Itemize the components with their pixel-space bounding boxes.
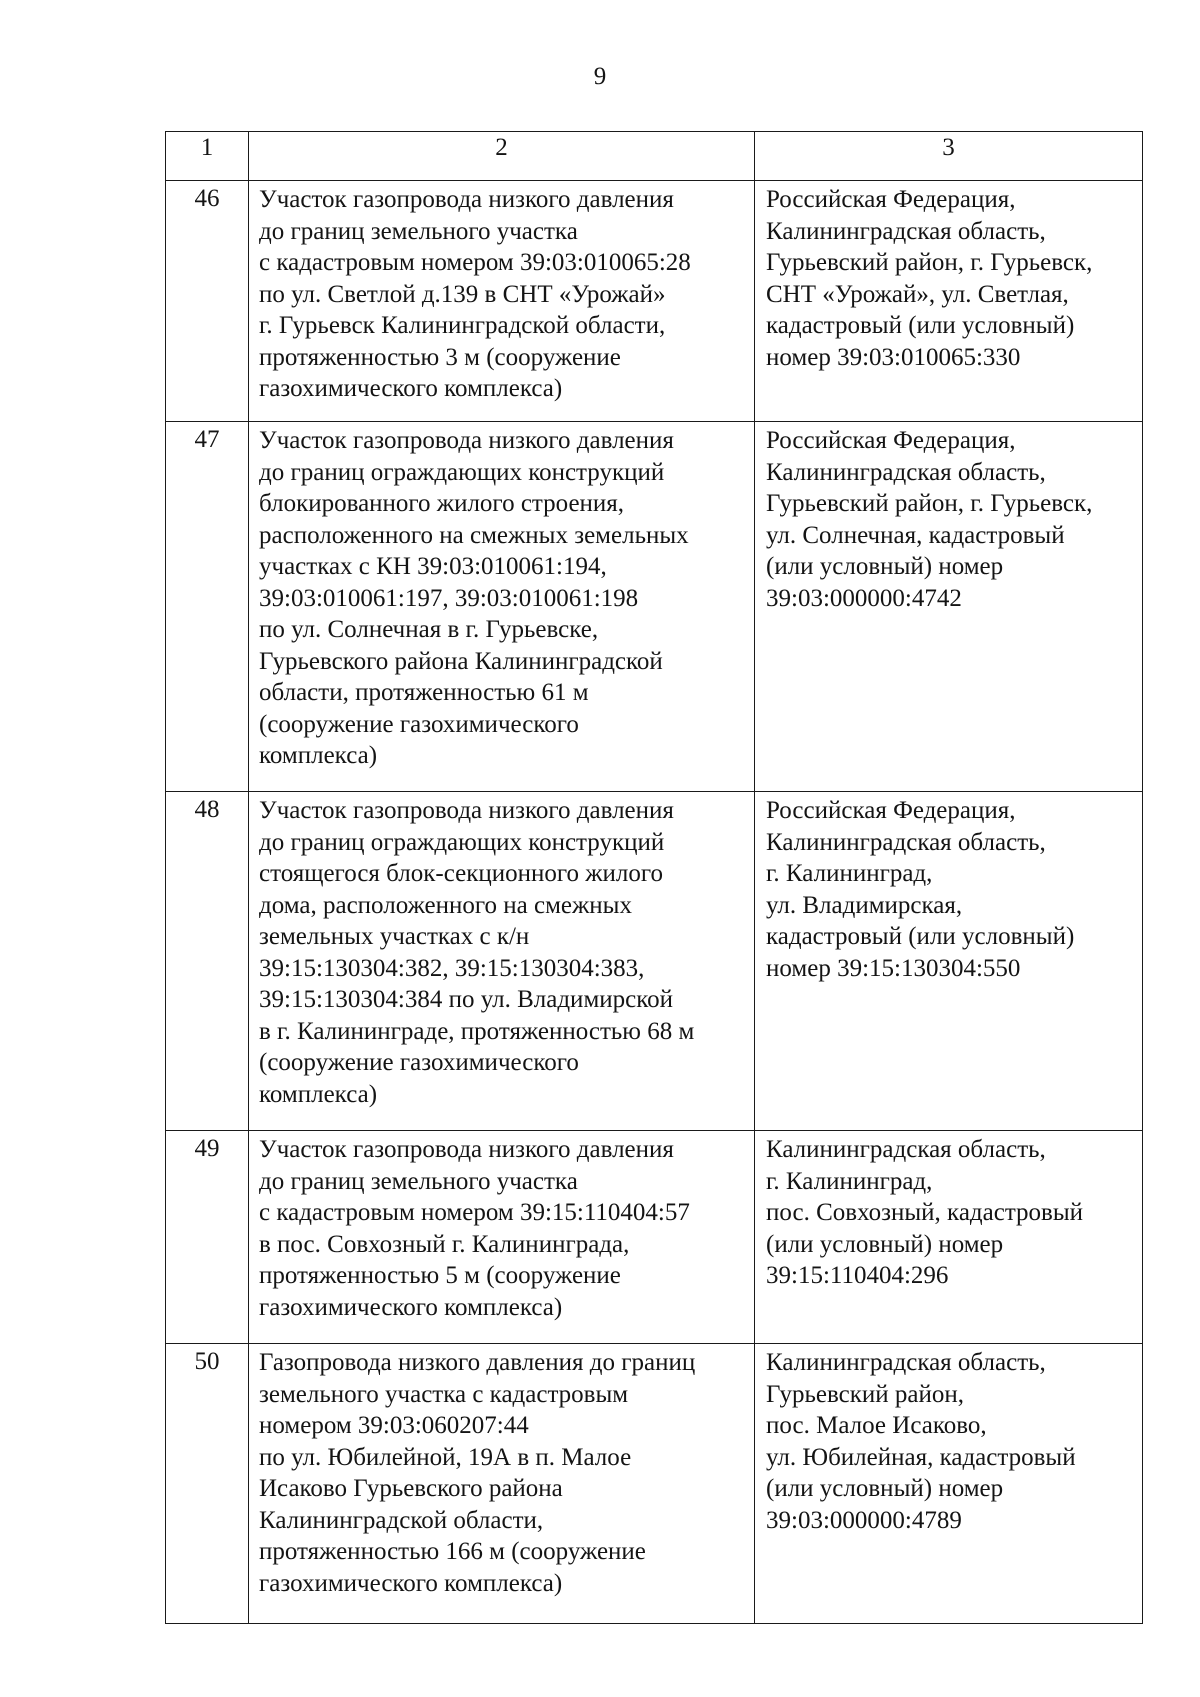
description-line: Гурьевского района Калининградской: [259, 647, 663, 675]
address-line: Калининградская область,: [766, 458, 1046, 486]
table-header-row: [166, 132, 1143, 181]
object-description: [249, 1344, 755, 1624]
table-row: [166, 1131, 1143, 1344]
row-number: 50: [166, 1344, 249, 1624]
address-line: номер 39:03:010065:330: [766, 343, 1021, 371]
description-line: до границ ограждающих конструкций: [259, 458, 665, 486]
description-line: (сооружение газохимического: [259, 1049, 579, 1076]
address-line: Гурьевский район, г. Гурьевск,: [766, 249, 1093, 276]
description-line: (сооружение газохимического: [259, 710, 579, 738]
description-line: с кадастровым номером 39:03:010065:28: [259, 249, 691, 276]
description-line: 39:15:130304:384 по ул. Владимирской: [259, 986, 673, 1013]
description-line: Участок газопровода низкого давления: [259, 797, 674, 824]
header-cell-1: 1: [166, 132, 249, 181]
address-line: Калининградская область,: [766, 1349, 1046, 1376]
address-line: (или условный) номер: [766, 553, 1004, 580]
description-line: Исаково Гурьевского района: [259, 1475, 563, 1502]
description-line: земельного участка с кадастровым: [259, 1380, 629, 1408]
row-number: 47: [166, 422, 249, 792]
description-line: по ул. Солнечная в г. Гурьевске,: [259, 616, 599, 643]
address-line: Калининградская область,: [766, 828, 1046, 856]
table-row: [166, 181, 1143, 422]
description-line: протяженностью 3 м (сооружение: [259, 343, 621, 371]
description-line: номером 39:03:060207:44: [259, 1412, 529, 1439]
address-line: пос. Малое Исаково,: [766, 1412, 987, 1439]
description-line: Участок газопровода низкого давления: [259, 1136, 674, 1163]
description-line: с кадастровым номером 39:15:110404:57: [259, 1199, 690, 1226]
address-line: номер 39:15:130304:550: [766, 954, 1021, 982]
description-line: в пос. Совхозный г. Калининграда,: [259, 1230, 630, 1258]
address-line: 39:15:110404:296: [766, 1262, 949, 1289]
description-line: Участок газопровода низкого давления: [259, 186, 674, 213]
address-line: Калининградская область,: [766, 1136, 1046, 1163]
description-line: протяженностью 5 м (сооружение: [259, 1262, 621, 1289]
object-description: [249, 181, 755, 422]
address-line: 39:03:000000:4789: [766, 1506, 962, 1534]
description-line: участках с КН 39:03:010061:194,: [259, 553, 607, 580]
address-line: Гурьевский район, г. Гурьевск,: [766, 490, 1093, 517]
description-line: г. Гурьевск Калининградской области,: [259, 312, 666, 339]
object-description: [249, 792, 755, 1131]
table-row: [166, 422, 1143, 792]
header-cell-2: 2: [249, 132, 755, 181]
address-line: (или условный) номер: [766, 1230, 1004, 1258]
description-line: по ул. Юбилейной, 19А в п. Малое: [259, 1443, 632, 1471]
address-line: Гурьевский район,: [766, 1380, 965, 1408]
description-line: комплекса): [259, 742, 378, 769]
description-line: газохимического комплекса): [259, 1293, 563, 1321]
row-number: 49: [166, 1131, 249, 1344]
address-line: (или условный) номер: [766, 1475, 1004, 1502]
description-line: до границ земельного участка: [259, 1167, 578, 1195]
description-line: 39:15:130304:382, 39:15:130304:383,: [259, 954, 645, 982]
address-line: Российская Федерация,: [766, 427, 1016, 454]
address-line: кадастровый (или условный): [766, 312, 1075, 339]
address-line: Российская Федерация,: [766, 797, 1016, 824]
object-address: [755, 1344, 1143, 1624]
description-line: дома, расположенного на смежных: [259, 891, 632, 919]
description-line: газохимического комплекса): [259, 1569, 563, 1597]
description-line: стоящегося блок-секционного жилого: [259, 860, 664, 887]
description-line: земельных участках с к/н: [259, 923, 530, 950]
description-line: в г. Калининграде, протяженностью 68 м: [259, 1017, 695, 1045]
address-line: г. Калининград,: [766, 860, 933, 887]
header-cell-3: 3: [755, 132, 1143, 181]
address-line: ул. Владимирская,: [766, 891, 963, 919]
description-line: Участок газопровода низкого давления: [259, 427, 674, 454]
object-description: [249, 1131, 755, 1344]
description-line: газохимического комплекса): [259, 375, 563, 402]
address-line: кадастровый (или условный): [766, 923, 1075, 950]
address-line: ул. Солнечная, кадастровый: [766, 521, 1065, 549]
object-address: [755, 181, 1143, 422]
page-number: 9: [593, 63, 607, 90]
object-description: [249, 422, 755, 792]
row-number: 46: [166, 181, 249, 422]
table-row: [166, 1344, 1143, 1624]
description-line: 39:03:010061:197, 39:03:010061:198: [259, 584, 639, 612]
address-line: пос. Совхозный, кадастровый: [766, 1199, 1084, 1226]
description-line: Газопровода низкого давления до границ: [259, 1349, 696, 1376]
description-line: Калининградской области,: [259, 1506, 544, 1534]
row-number: 48: [166, 792, 249, 1131]
address-line: г. Калининград,: [766, 1167, 933, 1195]
description-line: области, протяженностью 61 м: [259, 679, 589, 706]
object-address: [755, 792, 1143, 1131]
description-line: блокированного жилого строения,: [259, 490, 625, 517]
object-address: [755, 1131, 1143, 1344]
address-line: Российская Федерация,: [766, 186, 1016, 213]
address-line: Калининградская область,: [766, 217, 1046, 245]
object-address: [755, 422, 1143, 792]
address-line: ул. Юбилейная, кадастровый: [766, 1443, 1076, 1471]
description-line: комплекса): [259, 1080, 378, 1108]
table-row: [166, 792, 1143, 1131]
description-line: расположенного на смежных земельных: [259, 521, 689, 549]
address-line: 39:03:000000:4742: [766, 584, 962, 612]
description-line: до границ земельного участка: [259, 217, 578, 245]
description-line: до границ ограждающих конструкций: [259, 828, 665, 856]
registry-table: [165, 131, 1143, 1624]
description-line: по ул. Светлой д.139 в СНТ «Урожай»: [259, 280, 666, 308]
address-line: СНТ «Урожай», ул. Светлая,: [766, 280, 1069, 308]
description-line: протяженностью 166 м (сооружение: [259, 1538, 646, 1565]
